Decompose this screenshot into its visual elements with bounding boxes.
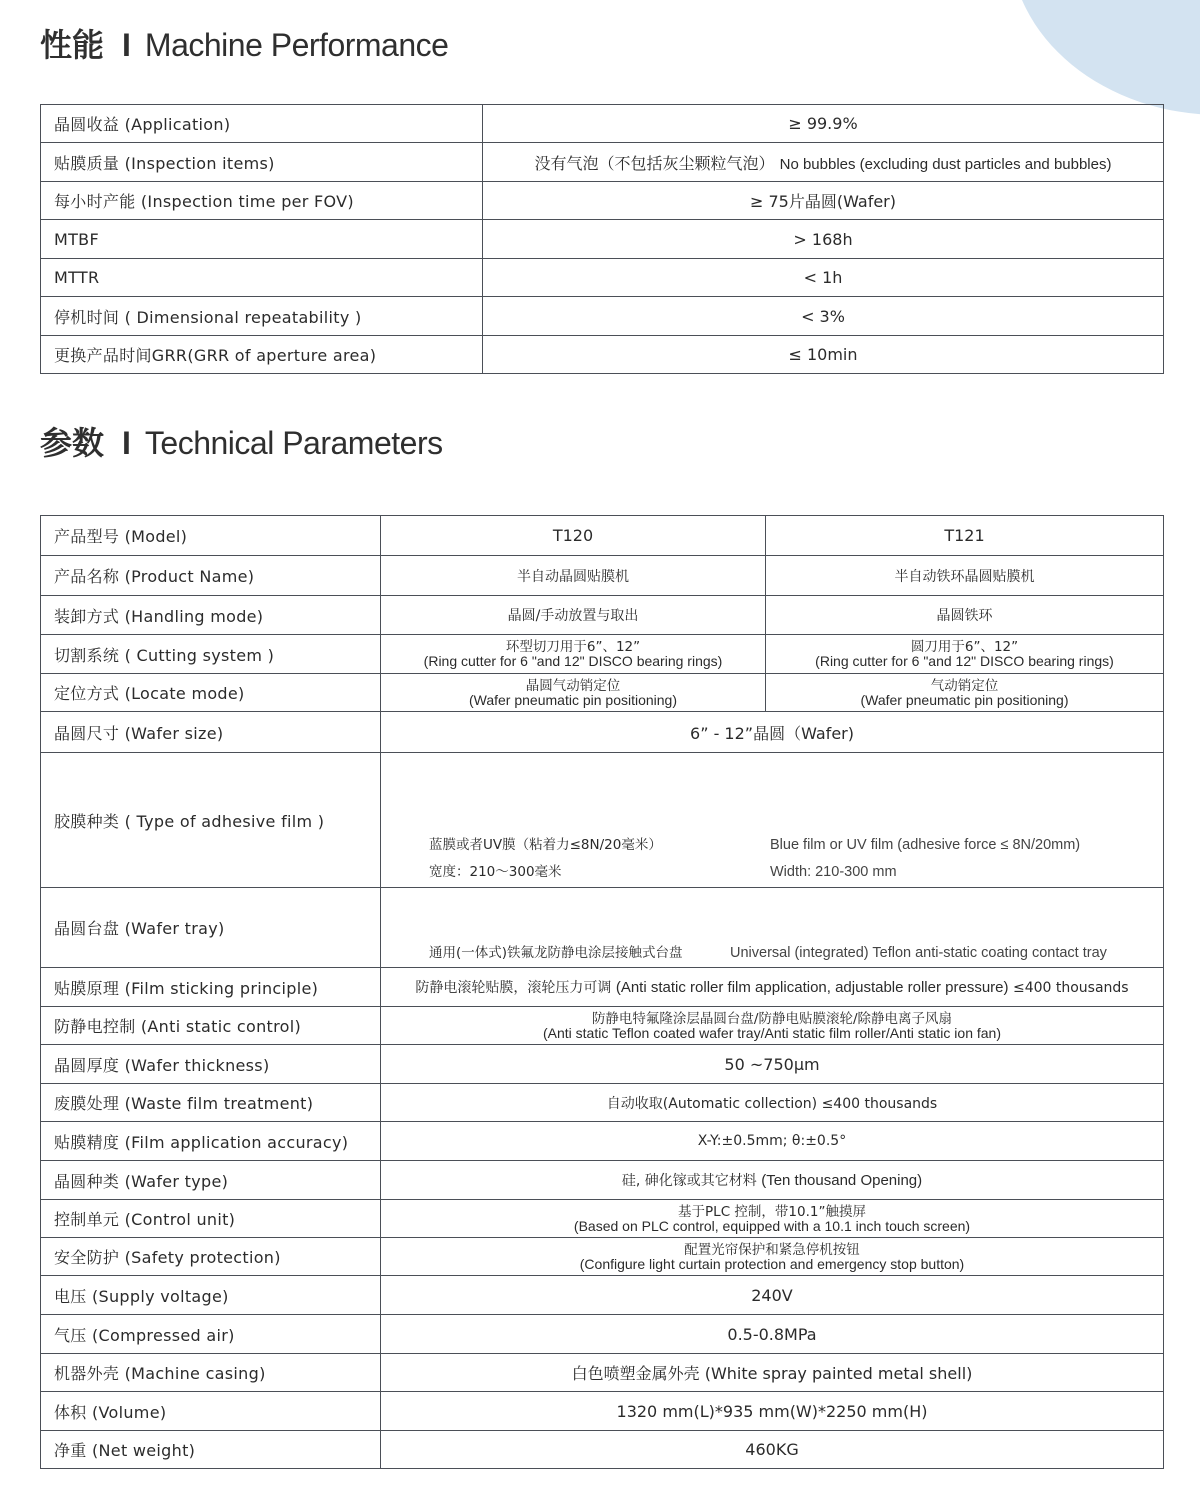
param-label-film: 胶膜种类 ( Type of adhesive film ) xyxy=(41,753,381,888)
param-tray-value xyxy=(381,888,1164,968)
param-label-wafer-type: 晶圆种类 (Wafer type) xyxy=(41,1161,381,1200)
table-row xyxy=(41,220,1164,259)
table-row xyxy=(41,297,1164,336)
param-wafer-type-value xyxy=(381,1161,1164,1200)
param-label-safety: 安全防护 (Safety protection) xyxy=(41,1238,381,1276)
param-label-locate: 定位方式 (Locate mode) xyxy=(41,674,381,712)
perf-value-mtbf: > 168h xyxy=(483,220,1164,259)
perf-value-changeover: ≤ 10min xyxy=(483,336,1164,374)
sticking-value-cn: 防静电滚轮贴膜，滚轮压力可调 xyxy=(415,980,612,996)
param-label-voltage: 电压 (Supply voltage) xyxy=(41,1276,381,1315)
param-label-control: 控制单元 (Control unit) xyxy=(41,1200,381,1238)
parameters-heading-cn: 参数 xyxy=(40,424,105,462)
param-antistatic-value xyxy=(381,1007,1164,1045)
parameters-heading xyxy=(40,418,443,464)
param-label-product-name: 产品名称 (Product Name) xyxy=(41,556,381,596)
antistatic-en: (Anti static Teflon coated wafer tray/Anti static film roller/Anti static ion fan) xyxy=(542,1024,1002,1041)
table-row xyxy=(41,143,1164,182)
param-label-thickness: 晶圆厚度 (Wafer thickness) xyxy=(41,1045,381,1084)
table-row xyxy=(41,182,1164,220)
param-safety-value xyxy=(381,1238,1164,1276)
perf-label-application: 晶圆收益 (Application) xyxy=(41,105,483,143)
perf-value-capacity: ≥ 75片晶圆(Wafer) xyxy=(483,182,1164,220)
param-waste-value: 自动收取(Automatic collection) ≤400 thousands xyxy=(381,1084,1164,1122)
wafer-type-cn: 硅, 砷化镓或其它材料 xyxy=(621,1173,757,1189)
param-handling-t121: 晶圆铁环 xyxy=(766,596,1164,635)
locate-t121-en: (Wafer pneumatic pin positioning) xyxy=(860,691,1069,708)
heading-separator: I xyxy=(122,27,131,63)
param-volume-value: 1320 mm(L)*935 mm(W)*2250 mm(H) xyxy=(381,1392,1164,1431)
performance-heading-en: Machine Performance xyxy=(144,27,449,63)
table-row xyxy=(41,259,1164,297)
table-row xyxy=(41,1276,1164,1315)
cutting-t120-cn: 环型切刀用于6”、12” xyxy=(505,639,641,655)
param-cutting-t121 xyxy=(766,635,1164,674)
perf-label-mtbf: MTBF xyxy=(41,220,483,259)
table-row xyxy=(41,1122,1164,1161)
param-film-value xyxy=(381,753,1164,888)
param-label-weight: 净重 (Net weight) xyxy=(41,1431,381,1469)
film-en-line: Width: 210-300 mm xyxy=(770,864,897,880)
param-label-handling: 装卸方式 (Handling mode) xyxy=(41,596,381,635)
table-row xyxy=(41,1084,1164,1122)
table-row xyxy=(41,1354,1164,1392)
param-accuracy-value: X-Y:±0.5mm; θ:±0.5° xyxy=(381,1122,1164,1161)
param-sticking-value xyxy=(381,968,1164,1007)
param-label-casing: 机器外壳 (Machine casing) xyxy=(41,1354,381,1392)
control-cn: 基于PLC 控制，带10.1”触摸屏 xyxy=(678,1203,866,1220)
param-control-value xyxy=(381,1200,1164,1238)
param-label-cutting: 切割系统 ( Cutting system ) xyxy=(41,635,381,674)
antistatic-cn: 防静电特氟隆涂层晶圆台盘/防静电贴膜滚轮/除静电离子风扇 xyxy=(591,1010,953,1027)
param-model-t120: T120 xyxy=(381,516,766,556)
table-row xyxy=(41,753,1164,888)
param-label-wafer-size: 晶圆尺寸 (Wafer size) xyxy=(41,712,381,753)
param-air-value: 0.5-0.8MPa xyxy=(381,1315,1164,1354)
cutting-t121-cn: 圆刀用于6”、12” xyxy=(910,639,1019,655)
table-row xyxy=(41,596,1164,635)
control-en: (Based on PLC control, equipped with a 10.1 inch touch screen) xyxy=(573,1217,971,1234)
table-row xyxy=(41,1392,1164,1431)
table-row xyxy=(41,968,1164,1007)
sticking-value-tail: ≤400 thousands xyxy=(1012,980,1129,996)
table-row xyxy=(41,556,1164,596)
sticking-value-en: (Anti static roller film application, adjustable roller pressure) xyxy=(615,979,1009,996)
perf-label-downtime: 停机时间 ( Dimensional repeatability ) xyxy=(41,297,483,336)
param-casing-value: 白色喷塑金属外壳 (White spray painted metal shell) xyxy=(381,1354,1164,1392)
table-row xyxy=(41,1007,1164,1045)
param-label-antistatic: 防静电控制 (Anti static control) xyxy=(41,1007,381,1045)
param-label-sticking: 贴膜原理 (Film sticking principle) xyxy=(41,968,381,1007)
param-voltage-value: 240V xyxy=(381,1276,1164,1315)
wafer-type-en: (Ten thousand Opening) xyxy=(761,1172,923,1189)
perf-label-inspection: 贴膜质量 (Inspection items) xyxy=(41,143,483,182)
table-row xyxy=(41,1238,1164,1276)
film-cn-line: 宽度：210～300毫米 xyxy=(429,864,562,880)
perf-value-inspection xyxy=(483,143,1164,182)
performance-heading xyxy=(40,20,448,66)
locate-t120-cn: 晶圆气动销定位 xyxy=(525,677,621,694)
safety-cn: 配置光帘保护和紧急停机按钮 xyxy=(684,1241,860,1258)
table-row xyxy=(41,1200,1164,1238)
table-row xyxy=(41,674,1164,712)
param-locate-t121 xyxy=(766,674,1164,712)
perf-value-application: ≥ 99.9% xyxy=(483,105,1164,143)
table-row xyxy=(41,888,1164,968)
table-row xyxy=(41,1161,1164,1200)
table-row xyxy=(41,105,1164,143)
perf-label-changeover: 更换产品时间GRR(GRR of aperture area) xyxy=(41,336,483,374)
param-label-tray: 晶圆台盘 (Wafer tray) xyxy=(41,888,381,968)
inspection-value-cn: 没有气泡（不包括灰尘颗粒气泡） xyxy=(534,153,775,173)
param-label-accuracy: 贴膜精度 (Film application accuracy) xyxy=(41,1122,381,1161)
cutting-t120-en: (Ring cutter for 6 "and 12" DISCO bearing rings) xyxy=(423,653,723,669)
param-handling-t120: 晶圆/手动放置与取出 xyxy=(381,596,766,635)
param-label-waste: 废膜处理 (Waste film treatment) xyxy=(41,1084,381,1122)
cutting-t121-en: (Ring cutter for 6 "and 12" DISCO bearing rings) xyxy=(815,653,1114,669)
performance-table xyxy=(40,104,1164,374)
locate-t121-cn: 气动销定位 xyxy=(930,677,999,694)
perf-value-downtime: < 3% xyxy=(483,297,1164,336)
heading-separator: I xyxy=(122,425,131,461)
param-model-t121: T121 xyxy=(766,516,1164,556)
table-row xyxy=(41,1045,1164,1084)
perf-label-mttr: MTTR xyxy=(41,259,483,297)
table-row xyxy=(41,635,1164,674)
film-en-line: Blue film or UV film (adhesive force ≤ 8N/20mm) xyxy=(770,837,1081,853)
param-locate-t120 xyxy=(381,674,766,712)
param-label-model: 产品型号 (Model) xyxy=(41,516,381,556)
param-weight-value: 460KG xyxy=(381,1431,1164,1469)
table-row xyxy=(41,336,1164,374)
safety-en: (Configure light curtain protection and emergency stop button) xyxy=(579,1255,965,1272)
param-wafer-size-value: 6” - 12”晶圆（Wafer) xyxy=(381,712,1164,753)
tray-en-line: Universal (integrated) Teflon anti-static coating contact tray xyxy=(730,944,1107,961)
param-label-air: 气压 (Compressed air) xyxy=(41,1315,381,1354)
param-cutting-t120 xyxy=(381,635,766,674)
performance-heading-cn: 性能 xyxy=(40,26,105,64)
tray-cn-line: 通用(一体式)铁氟龙防静电涂层接触式台盘 xyxy=(429,944,683,961)
param-label-volume: 体积 (Volume) xyxy=(41,1392,381,1431)
corner-decoration xyxy=(1010,0,1200,115)
parameters-table xyxy=(40,515,1164,1469)
inspection-value-en: No bubbles (excluding dust particles and bubbles) xyxy=(779,155,1112,173)
locate-t120-en: (Wafer pneumatic pin positioning) xyxy=(468,691,678,708)
table-row xyxy=(41,712,1164,753)
table-row xyxy=(41,516,1164,556)
param-product-name-t121: 半自动铁环晶圆贴膜机 xyxy=(766,556,1164,596)
film-cn-line: 蓝膜或者UV膜（粘着力≤8N/20毫米） xyxy=(429,837,662,853)
perf-value-mttr: < 1h xyxy=(483,259,1164,297)
table-row xyxy=(41,1315,1164,1354)
table-row xyxy=(41,1431,1164,1469)
param-product-name-t120: 半自动晶圆贴膜机 xyxy=(381,556,766,596)
param-thickness-value: 50 ~750μm xyxy=(381,1045,1164,1084)
parameters-heading-en: Technical Parameters xyxy=(144,425,443,461)
perf-label-capacity: 每小时产能 (Inspection time per FOV) xyxy=(41,182,483,220)
